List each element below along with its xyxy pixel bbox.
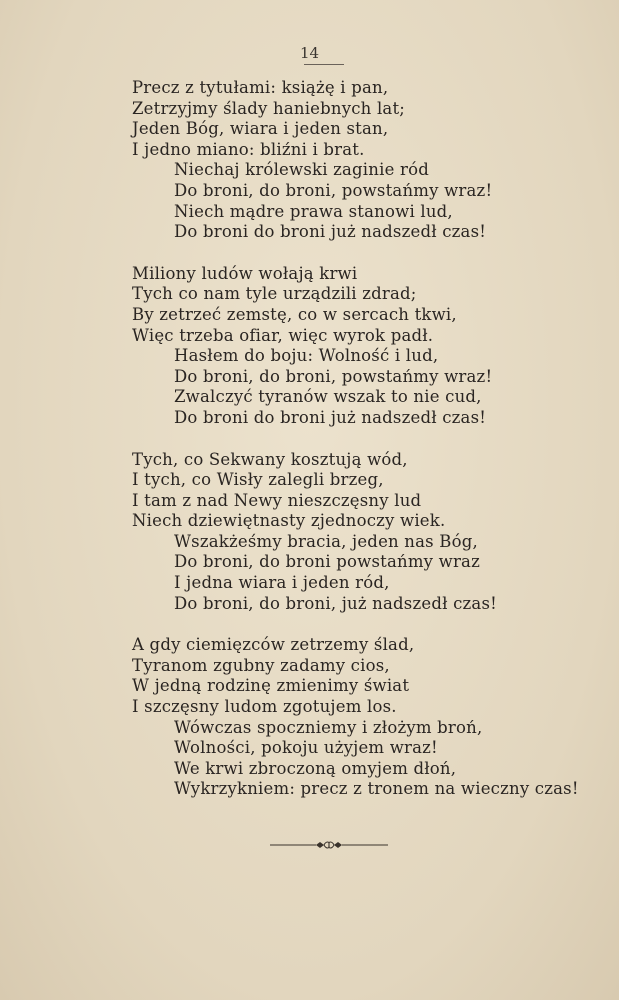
refrain-line: Niech mądre prawa stanowi lud, bbox=[174, 201, 453, 221]
poem-line: A gdy ciemięzców zetrzemy ślad, bbox=[132, 635, 415, 655]
poem-line: Precz z tytułami: książę i pan, bbox=[132, 78, 389, 97]
poem bbox=[0, 78, 619, 821]
poem-line: Tych, co Sekwany kosztują wód, bbox=[132, 449, 408, 469]
poem-line: Niech dziewiętnasty zjednoczy wiek. bbox=[132, 511, 446, 531]
refrain-line: Wykrzykniem: precz z tronem na wieczny czas! bbox=[174, 779, 579, 799]
refrain-line: We krwi zbroczoną omyjem dłoń, bbox=[174, 758, 457, 778]
stanza-3 bbox=[0, 450, 619, 615]
poem-line: Miliony ludów wołają krwi bbox=[132, 263, 358, 283]
refrain-line: I jedna wiara i jeden ród, bbox=[174, 573, 390, 593]
refrain-line: Wszakżeśmy bracia, jeden nas Bóg, bbox=[174, 531, 478, 551]
refrain-line: Niechaj królewski zaginie ród bbox=[174, 160, 429, 180]
poem-line: I szczęsny ludom zgotujem los. bbox=[132, 697, 397, 717]
refrain-line: Zwalczyć tyranów wszak to nie cud, bbox=[174, 387, 482, 407]
poem-line: I jedno miano: bliźni i brat. bbox=[132, 139, 365, 159]
ornament-divider-icon bbox=[268, 838, 390, 852]
poem-line: I tych, co Wisły zalegli brzeg, bbox=[132, 470, 384, 490]
poem-line: Więc trzeba ofiar, więc wyrok padł. bbox=[132, 325, 434, 345]
refrain-line: Do broni, do broni, powstańmy wraz! bbox=[174, 366, 493, 386]
refrain-line: Wolności, pokoju użyjem wraz! bbox=[174, 738, 438, 758]
refrain-line: Do broni do broni już nadszedł czas! bbox=[174, 407, 487, 427]
poem-line: Zetrzyjmy ślady haniebnych lat; bbox=[132, 98, 406, 118]
page-number-rule bbox=[304, 64, 344, 65]
refrain-line: Do broni, do broni, już nadszedł czas! bbox=[174, 593, 497, 613]
refrain-line: Do broni do broni już nadszedł czas! bbox=[174, 222, 487, 242]
poem-line: Tyranom zgubny zadamy cios, bbox=[132, 655, 390, 675]
refrain-line: Do broni, do broni, powstańmy wraz! bbox=[174, 180, 493, 200]
poem-line: W jedną rodzinę zmienimy świat bbox=[132, 676, 410, 696]
stanza-4 bbox=[0, 635, 619, 800]
poem-line: By zetrzeć zemstę, co w sercach tkwi, bbox=[132, 304, 457, 324]
stanza-1 bbox=[0, 78, 619, 243]
poem-line: Tych co nam tyle urządzili zdrad; bbox=[132, 284, 417, 304]
poem-line: Jeden Bóg, wiara i jeden stan, bbox=[132, 119, 389, 139]
stanza-2 bbox=[0, 264, 619, 429]
page-number: 14 bbox=[299, 44, 320, 62]
poem-line: I tam z nad Newy nieszczęsny lud bbox=[132, 490, 422, 510]
refrain-line: Wówczas spoczniemy i złożym broń, bbox=[174, 717, 483, 737]
refrain-line: Hasłem do boju: Wolność i lud, bbox=[174, 346, 439, 366]
refrain-line: Do broni, do broni powstańmy wraz bbox=[174, 552, 480, 572]
